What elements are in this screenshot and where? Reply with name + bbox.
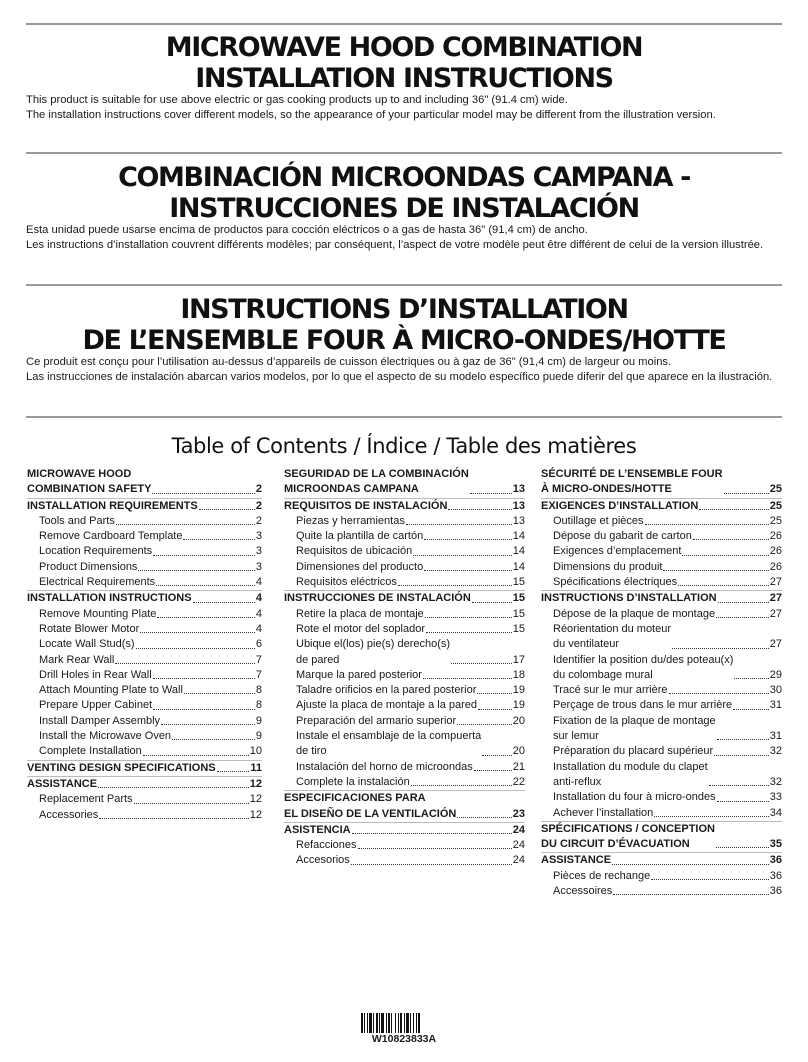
toc-page-number: 12: [249, 808, 262, 821]
toc-entry-label: Install Damper Assembly: [39, 714, 161, 727]
toc-page-number: 27: [769, 607, 782, 620]
french-title-line2: DE L’ENSEMBLE FOUR À MICRO-ONDES/HOTTE: [82, 325, 726, 356]
dot-leader: [612, 864, 769, 865]
english-description: [26, 94, 782, 122]
toc-page-number: 32: [769, 775, 782, 788]
toc-section-entry[interactable]: [284, 822, 525, 838]
toc-entry-label: Electrical Requirements: [39, 576, 156, 589]
toc-entry-label: Ubique el(los) pie(s) derecho(s) de pared: [296, 638, 451, 666]
dot-leader: [358, 848, 512, 849]
toc-page-number: 24: [512, 823, 525, 836]
dot-leader: [184, 693, 255, 694]
toc-entry-label: Spécifications électriques: [553, 576, 678, 589]
toc-page-number: 36: [769, 869, 782, 882]
toc-entry-label: ASSISTANCE: [541, 854, 612, 867]
toc-page-number: 15: [512, 576, 525, 589]
dot-leader: [115, 663, 254, 664]
toc-entry-label: INSTRUCTIONS D’INSTALLATION: [541, 592, 717, 605]
toc-page-number: 12: [249, 793, 262, 806]
toc-page-number: 13: [512, 499, 525, 512]
toc-subsection-entry[interactable]: [284, 622, 525, 637]
dot-leader: [156, 585, 255, 586]
dot-leader: [98, 787, 249, 788]
dot-leader: [717, 739, 769, 740]
toc-entry-label: Replacement Parts: [39, 793, 133, 806]
french-para2: Las instrucciones de instalación abarcan varios modelos, por lo que el aspecto de su modelo específico puede diferir del que aparece en la ilustración.: [26, 370, 773, 383]
spanish-title-line1: COMBINACIÓN MICROONDAS CAMPANA -: [118, 162, 690, 193]
spanish-title-line2: INSTRUCCIONES DE INSTALACIÓN: [169, 193, 639, 224]
toc-page-number: 27: [769, 592, 782, 605]
toc-subsection-entry[interactable]: [27, 514, 262, 529]
toc-page-number: 8: [255, 699, 262, 712]
toc-entry-label: ESPECIFICACIONES PARA EL DISEÑO DE LA VENTILACIÓN: [284, 792, 457, 820]
dot-leader: [470, 493, 512, 494]
dot-leader: [99, 818, 248, 819]
spanish-title: [26, 162, 782, 224]
toc-entry-label: Installation du module du clapet anti-reflux: [553, 760, 708, 788]
dot-leader: [183, 539, 254, 540]
toc-subsection-entry[interactable]: [284, 529, 525, 544]
toc-subsection-entry[interactable]: [541, 560, 782, 575]
toc-page-number: 14: [512, 530, 525, 543]
toc-page-number: 8: [255, 684, 262, 697]
toc-heading: Table of Contents / Índice / Table des matières: [171, 434, 637, 458]
dot-leader: [678, 585, 769, 586]
toc-subsection-entry[interactable]: [27, 575, 262, 590]
toc-entry-label: Réorientation du moteur du ventilateur: [553, 622, 672, 651]
toc-entry-label: Retire la placa de montaje: [296, 607, 424, 620]
dot-leader: [134, 803, 249, 804]
french-section: [26, 294, 782, 384]
toc-section-entry[interactable]: [541, 821, 782, 853]
toc-entry-label: Préparation du placard supérieur: [553, 745, 714, 758]
toc-section-entry[interactable]: [27, 498, 262, 514]
dot-leader: [153, 555, 255, 556]
toc-page-number: 25: [769, 514, 782, 527]
toc-section-entry[interactable]: [284, 467, 525, 498]
toc-subsection-entry[interactable]: [284, 514, 525, 529]
toc-page-number: 31: [769, 730, 782, 743]
dot-leader: [217, 771, 250, 772]
toc-entry-label: SPÉCIFICATIONS / CONCEPTION DU CIRCUIT D’ÉVACUATION: [541, 822, 715, 851]
toc-column-spanish: [284, 467, 525, 869]
toc-section-entry[interactable]: [27, 590, 262, 606]
toc-page-number: 24: [512, 839, 525, 852]
toc-subsection-entry[interactable]: [284, 729, 525, 760]
toc-entry-label: Complete la instalación: [296, 775, 410, 788]
toc-page-number: 33: [769, 791, 782, 804]
toc-section-entry[interactable]: [284, 590, 525, 606]
toc-subsection-entry[interactable]: [541, 790, 782, 805]
toc-page-number: 32: [769, 745, 782, 758]
toc-page-number: 26: [769, 560, 782, 573]
dot-leader: [663, 570, 768, 571]
toc-page-number: 20: [512, 745, 525, 758]
french-title-line1: INSTRUCTIONS D’INSTALLATION: [180, 294, 628, 325]
spanish-para2: Les instructions d’installation couvrent différents modèles; par conséquent, l’aspect de votre modèle peut être différent de celui de la version illustrée.: [26, 238, 764, 251]
toc-page-number: 13: [512, 514, 525, 527]
toc-page-number: 27: [769, 576, 782, 589]
toc-page-number: 7: [255, 653, 262, 666]
toc-subsection-entry[interactable]: [284, 698, 525, 713]
english-para1: This product is suitable for use above electric or gas cooking products up to and including 36" (91.4 cm) wide.: [26, 94, 568, 106]
toc-subsection-entry[interactable]: [284, 775, 525, 790]
toc-page-number: 11: [250, 761, 262, 774]
toc-subsection-entry[interactable]: [27, 698, 262, 713]
toc-subsection-entry[interactable]: [284, 560, 525, 575]
toc-entry-label: Achever l’installation: [553, 806, 654, 819]
toc-page-number: 23: [512, 807, 525, 820]
dot-leader: [682, 555, 768, 556]
toc-page-number: 4: [255, 607, 262, 620]
toc-entry-label: EXIGENCES D’INSTALLATION: [541, 499, 699, 512]
toc-page-number: 12: [249, 777, 262, 790]
dot-leader: [724, 493, 769, 494]
spanish-description: [26, 224, 782, 252]
toc-subsection-entry[interactable]: [284, 637, 525, 668]
toc-subsection-entry[interactable]: [284, 714, 525, 729]
part-number: W10823833A: [371, 1033, 437, 1045]
dot-leader: [709, 785, 769, 786]
spanish-section: [26, 162, 782, 252]
toc-page-number: 14: [512, 545, 525, 558]
toc-page-number: 13: [512, 483, 525, 496]
dot-leader: [451, 663, 512, 664]
toc-subsection-entry[interactable]: [27, 683, 262, 698]
dot-leader: [140, 632, 255, 633]
toc-subsection-entry[interactable]: [27, 560, 262, 575]
toc-entry-label: Requisitos de ubicación: [296, 545, 413, 558]
toc-page-number: 3: [255, 530, 262, 543]
toc-page-number: 4: [255, 576, 262, 589]
dot-leader: [426, 632, 512, 633]
dot-leader: [457, 817, 511, 818]
toc-page-number: 3: [255, 545, 262, 558]
toc-subsection-entry[interactable]: [541, 698, 782, 713]
dot-leader: [352, 833, 512, 834]
dot-leader: [411, 785, 512, 786]
toc-page-number: 19: [512, 684, 525, 697]
dot-leader: [477, 693, 511, 694]
dot-leader: [448, 509, 511, 510]
toc-entry-label: Tools and Parts: [39, 514, 115, 527]
dot-leader: [172, 739, 255, 740]
toc-entry-label: VENTING DESIGN SPECIFICATIONS: [27, 761, 216, 774]
toc-subsection-entry[interactable]: [27, 653, 262, 668]
dot-leader: [718, 602, 769, 603]
toc-column-english: [27, 467, 262, 823]
toc-column-french: [541, 467, 782, 899]
dot-leader: [645, 524, 769, 525]
toc-section-entry[interactable]: [27, 467, 262, 498]
dot-leader: [152, 493, 254, 494]
toc-page-number: 18: [512, 668, 525, 681]
toc-subsection-entry[interactable]: [541, 806, 782, 821]
english-section: [26, 32, 782, 122]
toc-subsection-entry[interactable]: [284, 683, 525, 698]
toc-subsection-entry[interactable]: [27, 714, 262, 729]
toc-entry-label: Accesorios: [296, 854, 350, 867]
toc-entry-label: Dépose du gabarit de carton: [553, 530, 692, 543]
toc-page-number: 4: [255, 592, 262, 605]
toc-page-number: 22: [512, 775, 525, 788]
toc-subsection-entry[interactable]: [284, 544, 525, 559]
divider-4: [26, 416, 782, 418]
dot-leader: [136, 648, 255, 649]
toc-entry-label: INSTALLATION INSTRUCTIONS: [27, 592, 192, 605]
toc-page-number: 6: [255, 638, 262, 651]
toc-entry-label: Install the Microwave Oven: [39, 730, 172, 743]
dot-leader: [699, 509, 768, 510]
divider-2: [26, 152, 782, 154]
toc-section-entry[interactable]: [27, 760, 262, 776]
toc-subsection-entry[interactable]: [284, 760, 525, 775]
toc-page-number: 21: [512, 760, 525, 773]
dot-leader: [457, 724, 512, 725]
toc-subsection-entry[interactable]: [27, 808, 262, 823]
toc-entry-label: INSTALLATION REQUIREMENTS: [27, 499, 198, 512]
toc-subsection-entry[interactable]: [541, 622, 782, 653]
toc-subsection-entry[interactable]: [27, 668, 262, 683]
english-title: [26, 32, 782, 94]
toc-subsection-entry[interactable]: [541, 514, 782, 529]
toc-section-entry[interactable]: [284, 790, 525, 822]
toc-subsection-entry[interactable]: [541, 683, 782, 698]
toc-entry-label: Remove Mounting Plate: [39, 607, 157, 620]
english-title-line1: MICROWAVE HOOD COMBINATION: [165, 32, 643, 63]
toc-page-number: 34: [769, 806, 782, 819]
dot-leader: [138, 570, 254, 571]
dot-leader: [351, 864, 512, 865]
dot-leader: [654, 816, 768, 817]
dot-leader: [734, 678, 768, 679]
toc-page-number: 36: [769, 854, 782, 867]
toc-subsection-entry[interactable]: [541, 607, 782, 622]
dot-leader: [153, 678, 255, 679]
toc-subsection-entry[interactable]: [284, 607, 525, 622]
dot-leader: [474, 770, 512, 771]
toc-entry-label: MICROWAVE HOOD COMBINATION SAFETY: [27, 468, 152, 496]
toc-entry-label: Rotate Blower Motor: [39, 622, 140, 635]
toc-page-number: 35: [769, 838, 782, 851]
divider-3: [26, 284, 782, 286]
toc-subsection-entry[interactable]: [541, 529, 782, 544]
toc-entry-label: Remove Cardboard Template: [39, 530, 183, 543]
toc-page-number: 2: [255, 483, 262, 496]
toc-page-number: 15: [512, 607, 525, 620]
toc-entry-label: Accessoires: [553, 885, 613, 898]
toc-subsection-entry[interactable]: [27, 622, 262, 637]
dot-leader: [716, 847, 769, 848]
dot-leader: [424, 539, 512, 540]
toc-entry-label: Preparación del armario superior: [296, 714, 457, 727]
dot-leader: [651, 879, 769, 880]
dot-leader: [143, 755, 249, 756]
toc-subsection-entry[interactable]: [541, 744, 782, 759]
toc-entry-label: Rote el motor del soplador: [296, 622, 426, 635]
toc-subsection-entry[interactable]: [27, 529, 262, 544]
toc-entry-label: Fixation de la plaque de montage sur lemur: [553, 714, 716, 743]
toc-entry-label: Instalación del horno de microondas: [296, 760, 473, 773]
english-title-line2: INSTALLATION INSTRUCTIONS: [195, 63, 613, 94]
toc-entry-label: ASISTENCIA: [284, 823, 351, 836]
toc-entry-label: Pièces de rechange: [553, 869, 651, 882]
toc-entry-label: Dimensions du produit: [553, 560, 663, 573]
toc-page-number: 27: [769, 638, 782, 651]
toc-entry-label: Drill Holes in Rear Wall: [39, 668, 152, 681]
dot-leader: [413, 555, 512, 556]
toc-page-number: 30: [769, 684, 782, 697]
english-para2: The installation instructions cover different models, so the appearance of your particular model may be different from the illustration version.: [26, 108, 716, 121]
dot-leader: [693, 539, 769, 540]
dot-leader: [714, 755, 769, 756]
toc-subsection-entry[interactable]: [284, 668, 525, 683]
toc-entry-label: Installation du four à micro-ondes: [553, 791, 716, 804]
toc-entry-label: Product Dimensions: [39, 560, 138, 573]
toc-entry-label: Marque la pared posterior: [296, 668, 422, 681]
toc-subsection-entry[interactable]: [541, 714, 782, 745]
toc-page-number: 17: [512, 653, 525, 666]
toc-section-entry[interactable]: [541, 590, 782, 606]
toc-entry-label: Locate Wall Stud(s): [39, 638, 135, 651]
toc-page-number: 7: [255, 668, 262, 681]
toc-page-number: 14: [512, 560, 525, 573]
toc-entry-label: Outillage et pièces: [553, 514, 644, 527]
toc-entry-label: SÉCURITÉ DE L’ENSEMBLE FOUR À MICRO-ONDES/HOTTE: [541, 468, 723, 496]
toc-page-number: 24: [512, 854, 525, 867]
toc-entry-label: Identifier la position du/des poteau(x) du colombage mural: [553, 653, 734, 681]
toc-page-number: 15: [512, 622, 525, 635]
dot-leader: [157, 617, 254, 618]
dot-leader: [733, 709, 769, 710]
toc-subsection-entry[interactable]: [541, 575, 782, 590]
toc-entry-label: Attach Mounting Plate to Wall: [39, 684, 183, 697]
toc-page-number: 29: [769, 668, 782, 681]
toc-entry-label: Refacciones: [296, 839, 357, 852]
dot-leader: [153, 709, 255, 710]
dot-leader: [478, 709, 512, 710]
toc-entry-label: Instale el ensamblaje de la compuerta de tiro: [296, 730, 482, 758]
toc-page-number: 19: [512, 699, 525, 712]
toc-entry-label: Complete Installation: [39, 745, 142, 758]
dot-leader: [423, 678, 512, 679]
toc-section-entry[interactable]: [541, 852, 782, 868]
toc-entry-label: Accessories: [39, 808, 99, 821]
toc-page-number: 3: [255, 560, 262, 573]
toc-entry-label: REQUISITOS DE INSTALACIÓN: [284, 499, 448, 512]
top-divider: [26, 23, 782, 25]
dot-leader: [672, 648, 769, 649]
toc-entry-label: ASSISTANCE: [27, 777, 98, 790]
toc-subsection-entry[interactable]: [541, 869, 782, 884]
toc-page-number: 25: [769, 483, 782, 496]
toc-page-number: 20: [512, 714, 525, 727]
toc-page-number: 4: [255, 622, 262, 635]
dot-leader: [669, 693, 769, 694]
toc-section-entry[interactable]: [541, 498, 782, 514]
toc-entry-label: SEGURIDAD DE LA COMBINACIÓN MICROONDAS CAMPANA: [284, 468, 469, 496]
toc-entry-label: Requisitos eléctricos: [296, 576, 397, 589]
dot-leader: [116, 524, 255, 525]
toc-entry-label: Tracé sur le mur arrière: [553, 684, 668, 697]
toc-subsection-entry[interactable]: [541, 884, 782, 899]
toc-section-entry[interactable]: [27, 776, 262, 792]
toc-entry-label: Prepare Upper Cabinet: [39, 699, 153, 712]
dot-leader: [161, 724, 255, 725]
toc-page-number: 26: [769, 530, 782, 543]
dot-leader: [406, 524, 512, 525]
toc-entry-label: Dimensiones del producto: [296, 560, 424, 573]
toc-entry-label: Quite la plantilla de cartón: [296, 530, 424, 543]
toc-page-number: 26: [769, 545, 782, 558]
french-title: [26, 294, 782, 356]
toc-subsection-entry[interactable]: [27, 792, 262, 807]
toc-page-number: 36: [769, 885, 782, 898]
dot-leader: [482, 755, 511, 756]
toc-entry-label: Ajuste la placa de montaje a la pared: [296, 699, 478, 712]
dot-leader: [613, 894, 768, 895]
toc-entry-label: Location Requirements: [39, 545, 153, 558]
french-para1: Ce produit est conçu pour l’utilisation au-dessus d’appareils de cuisson électriques ou à gaz de 36" (91,4 cm) de largeur ou moins.: [26, 356, 672, 368]
toc-subsection-entry[interactable]: [27, 729, 262, 744]
toc-subsection-entry[interactable]: [27, 744, 262, 759]
toc-page-number: 2: [255, 514, 262, 527]
toc-subsection-entry[interactable]: [284, 575, 525, 590]
toc-page-number: 25: [769, 499, 782, 512]
toc-subsection-entry[interactable]: [284, 838, 525, 853]
toc-section-entry[interactable]: [541, 467, 782, 498]
toc-entry-label: Perçage de trous dans le mur arrière: [553, 699, 733, 712]
barcode: [361, 1013, 448, 1033]
toc-page-number: 31: [769, 699, 782, 712]
toc-subsection-entry[interactable]: [27, 544, 262, 559]
toc-page-number: 2: [255, 499, 262, 512]
dot-leader: [717, 801, 769, 802]
toc-subsection-entry[interactable]: [541, 760, 782, 791]
dot-leader: [716, 617, 769, 618]
toc-subsection-entry[interactable]: [27, 607, 262, 622]
dot-leader: [472, 602, 512, 603]
toc-entry-label: Exigences d’emplacement: [553, 545, 682, 558]
toc-page-number: 15: [512, 592, 525, 605]
toc-section-entry[interactable]: [284, 498, 525, 514]
toc-entry-label: Piezas y herramientas: [296, 514, 405, 527]
toc-subsection-entry[interactable]: [284, 853, 525, 868]
toc-entry-label: Taladre orificios en la pared posterior: [296, 684, 477, 697]
toc-subsection-entry[interactable]: [541, 544, 782, 559]
toc-subsection-entry[interactable]: [27, 637, 262, 652]
toc-entry-label: Dépose de la plaque de montage: [553, 607, 716, 620]
toc-subsection-entry[interactable]: [541, 653, 782, 684]
toc-page-number: 9: [255, 730, 262, 743]
toc-entry-label: Mark Rear Wall: [39, 653, 115, 666]
toc-page-number: 10: [249, 745, 262, 758]
spanish-para1: Esta unidad puede usarse encima de productos para cocción eléctricos o a gas de hasta 36" (91,4 cm) de ancho.: [26, 224, 588, 236]
dot-leader: [425, 617, 512, 618]
toc-entry-label: INSTRUCCIONES DE INSTALACIÓN: [284, 592, 471, 605]
dot-leader: [199, 509, 255, 510]
dot-leader: [193, 602, 255, 603]
dot-leader: [398, 585, 512, 586]
toc-page-number: 9: [255, 714, 262, 727]
dot-leader: [424, 570, 512, 571]
french-description: [26, 356, 782, 384]
